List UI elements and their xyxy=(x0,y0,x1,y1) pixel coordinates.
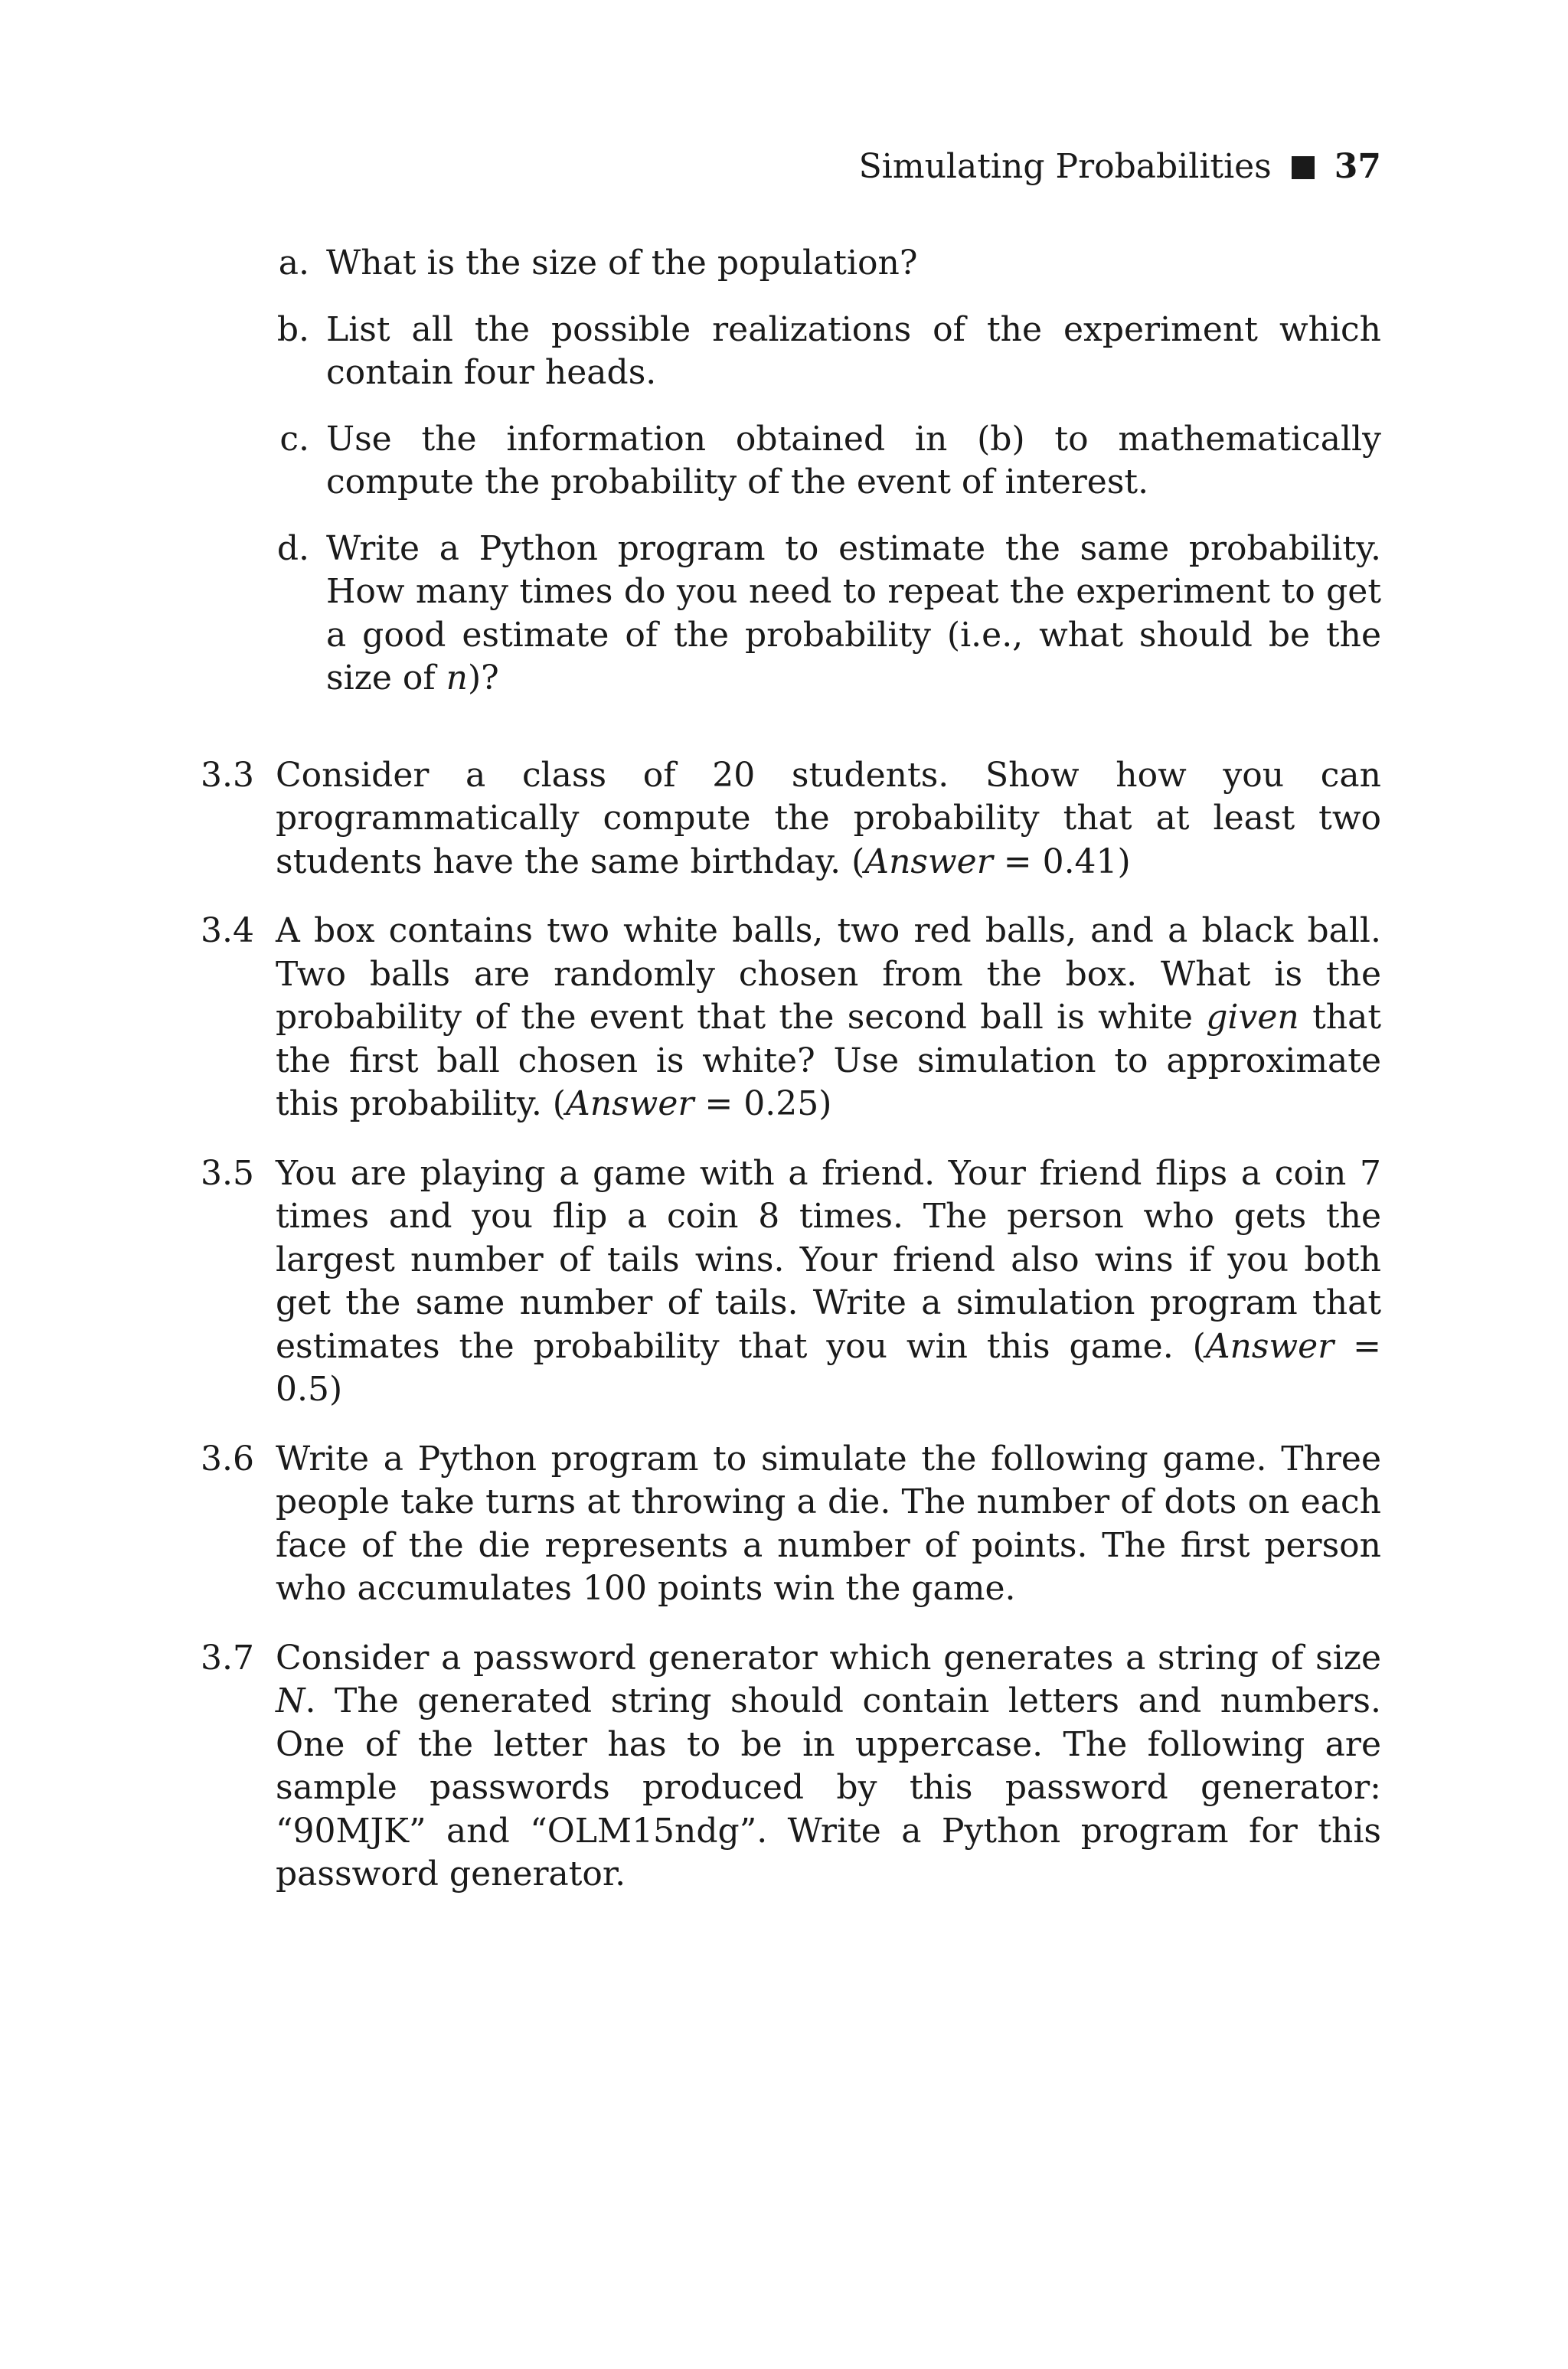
running-header xyxy=(0,145,1381,188)
square-bullet-icon xyxy=(1292,156,1315,179)
subpart-label: a. xyxy=(278,243,309,283)
subpart-label: b. xyxy=(276,309,309,349)
exercise-number: 3.3 xyxy=(201,755,254,795)
answer-word: Answer xyxy=(1205,1326,1334,1366)
subpart-c xyxy=(201,418,1381,505)
exercise-number: 3.4 xyxy=(201,911,254,950)
subpart-text: Write a Python program to estimate the same probability. How many times do you need to repeat the experiment to get a good estimate of the probability (i.e., what should be the size of n)? xyxy=(326,528,1381,698)
exercise-text: Consider a class of 20 students. Show how you can programmatically compute the probability that at least two students have the same birthday. (Answer = 0.41) xyxy=(276,755,1381,881)
subpart-b xyxy=(201,309,1381,395)
subpart-text: What is the size of the population? xyxy=(326,243,918,283)
math-variable-N: N xyxy=(276,1681,305,1720)
exercise-text: You are playing a game with a friend. Your friend flips a coin 7 times and you flip a coin 8 times. The person who gets the largest number of tails wins. Your friend also wins if you both get the same number of tails. Write a simulation program that estimates the probability that you win this game. (Answer = 0.5) xyxy=(276,1153,1381,1409)
page-number: 37 xyxy=(1334,147,1381,186)
subpart-a xyxy=(201,242,1381,286)
answer-word: Answer xyxy=(864,841,993,881)
exercise-number: 3.7 xyxy=(201,1638,254,1678)
exercise-3-5 xyxy=(201,1152,1381,1412)
emphasis-given: given xyxy=(1206,998,1299,1037)
exercise-3-4 xyxy=(201,910,1381,1126)
exercise-text: Consider a password generator which generates a string of size N. The generated string should contain letters and numbers. One of the letter has to be in uppercase. The following are sample passwords produced by this password generator: “90MJK” and “OLM15ndg”. Write a Python program for this password generator. xyxy=(276,1638,1381,1894)
exercise-3-7 xyxy=(201,1637,1381,1897)
running-title: Simulating Probabilities xyxy=(858,147,1272,186)
subpart-label: d. xyxy=(276,528,309,568)
answer-value: = 0.5) xyxy=(276,1326,1381,1409)
exercise-number: 3.5 xyxy=(201,1153,254,1193)
exercise-list xyxy=(201,242,1381,1897)
exercise-text: Write a Python program to simulate the following game. Three people take turns at throwing a die. The number of dots on each face of the die represents a number of points. The first person who accumulates 100 points win the game. xyxy=(276,1439,1381,1608)
subpart-text: List all the possible realizations of the experiment which contain four heads. xyxy=(326,309,1381,392)
subpart-d xyxy=(201,528,1381,701)
subpart-text: Use the information obtained in (b) to mathematically compute the probability of the event of interest. xyxy=(326,419,1381,502)
answer-value: = 0.25) xyxy=(694,1084,832,1123)
answer-word: Answer xyxy=(565,1084,694,1123)
exercise-3-6 xyxy=(201,1438,1381,1611)
exercise-3-3 xyxy=(201,754,1381,884)
exercise-text: A box contains two white balls, two red balls, and a black ball. Two balls are randomly chosen from the box. What is the probability of the event that the second ball is white given that the first ball chosen is white? Use simulation to approximate this probability. (Answer = 0.25) xyxy=(276,911,1382,1123)
math-variable-n: n xyxy=(446,658,468,698)
exercise-number: 3.6 xyxy=(201,1439,254,1479)
subpart-label: c. xyxy=(279,419,309,459)
answer-value: = 0.41) xyxy=(992,841,1131,881)
